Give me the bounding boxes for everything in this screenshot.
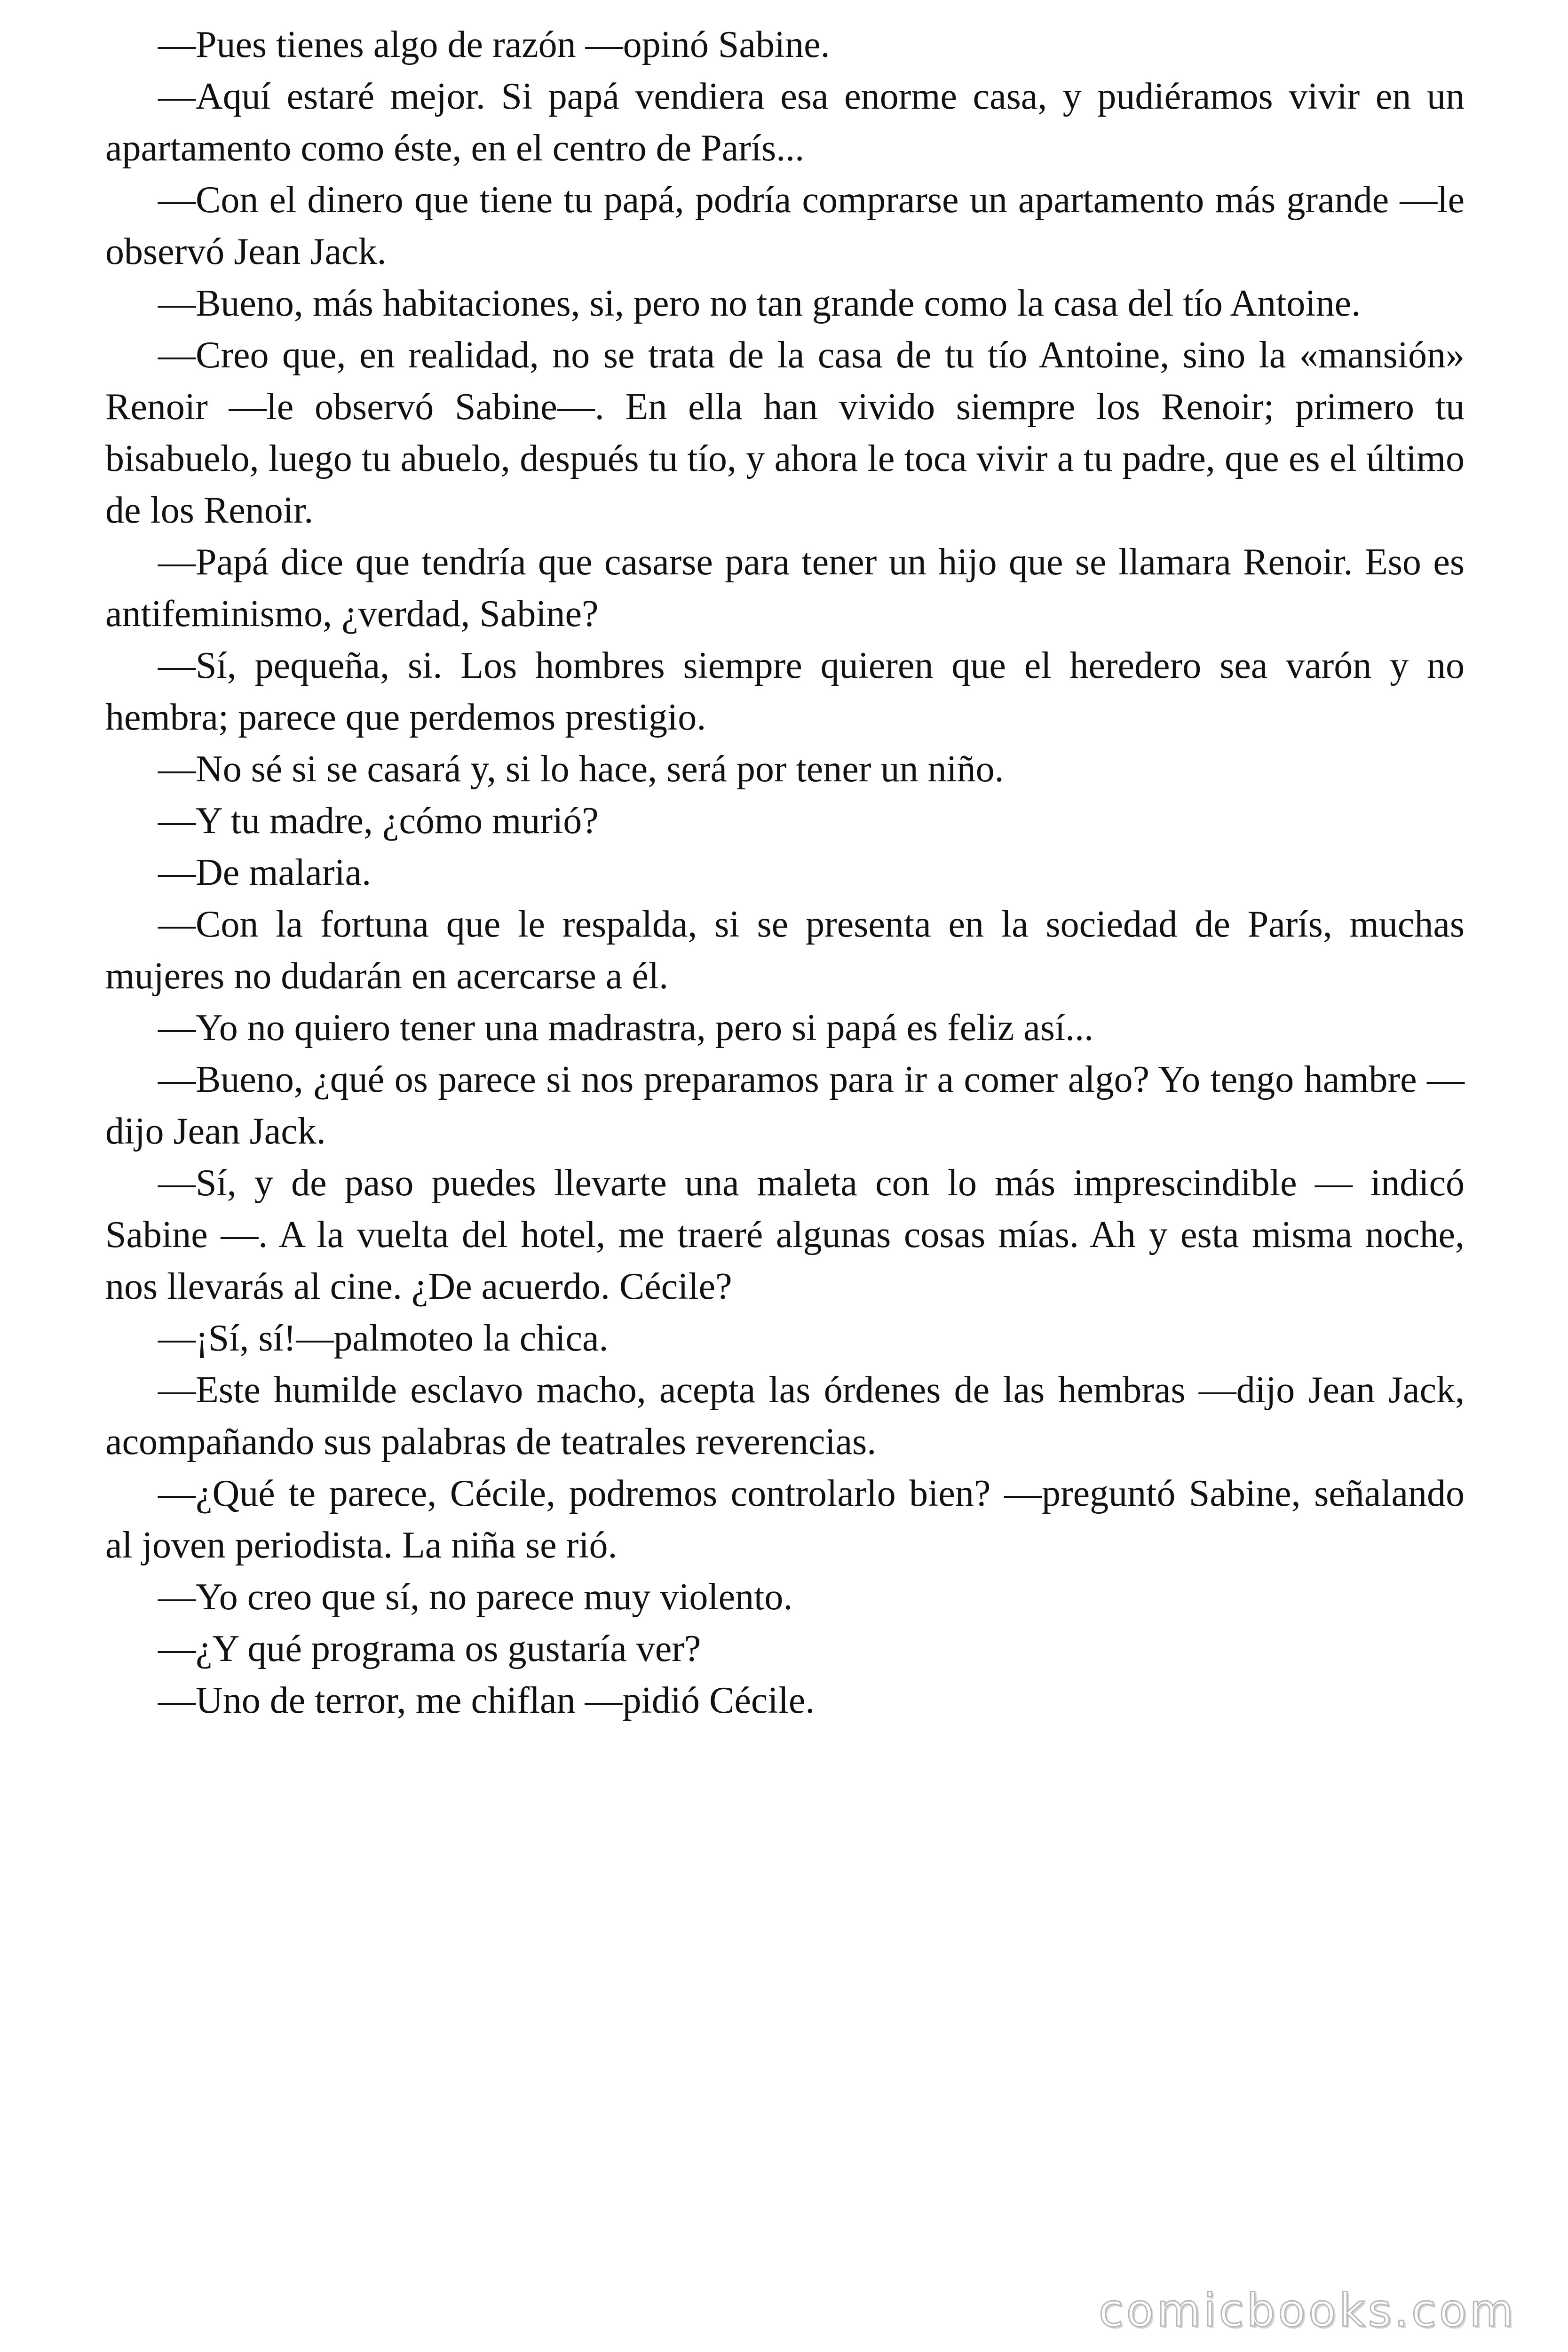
paragraph: —De malaria. [158, 852, 372, 893]
paragraph: —Sí, pequeña, si. Los hombres siempre quieren que el heredero sea varón y no hembra; parece que perdemos prestigio. [105, 645, 1465, 738]
paragraph: —Bueno, más habitaciones, si, pero no tan grande como la casa del tío Antoine. [158, 283, 1361, 324]
paragraph: —Uno de terror, me chiflan —pidió Cécile. [158, 1680, 815, 1721]
paragraph: —Con el dinero que tiene tu papá, podría comprarse un apartamento más grande —le observó Jean Jack. [105, 179, 1465, 272]
paragraph: —Creo que, en realidad, no se trata de la casa de tu tío Antoine, sino la «mansión» Renoir —le observó Sabine—. En ella han vivido siempre los Renoir; primero tu bisabuelo, luego tu abuelo, después tu tío, y ahora le toca vivir a tu padre, que es el último de los Renoir. [105, 334, 1465, 531]
paragraph: —¿Qué te parece, Cécile, podremos controlarlo bien? —preguntó Sabine, señalando al joven periodista. La niña se rió. [105, 1473, 1465, 1566]
paragraph: —No sé si se casará y, si lo hace, será por tener un niño. [158, 748, 1004, 790]
paragraph: —Pues tienes algo de razón —opinó Sabine. [158, 24, 830, 65]
paragraph: —Sí, y de paso puedes llevarte una maleta con lo más imprescindible — indicó Sabine —. A la vuelta del hotel, me traeré algunas cosas mías. Ah y esta misma noche, nos llevarás al cine. ¿De acuerdo. Cécile? [105, 1162, 1465, 1307]
body-text [105, 19, 1465, 1726]
paragraph: —Papá dice que tendría que casarse para tener un hijo que se llamara Renoir. Eso es antifeminismo, ¿verdad, Sabine? [105, 541, 1465, 635]
paragraph: —Bueno, ¿qué os parece si nos preparamos para ir a comer algo? Yo tengo hambre — dijo Jean Jack. [105, 1059, 1465, 1152]
paragraph: —¿Y qué programa os gustaría ver? [158, 1628, 701, 1669]
paragraph: —Yo creo que sí, no parece muy violento. [158, 1576, 793, 1618]
paragraph: —Y tu madre, ¿cómo murió? [158, 800, 599, 842]
watermark-logo: comicbooks.com [1098, 2284, 1516, 2337]
paragraph: —Con la fortuna que le respalda, si se presenta en la sociedad de París, muchas mujeres no dudarán en acercarse a él. [105, 904, 1465, 997]
paragraph: —Este humilde esclavo macho, acepta las órdenes de las hembras —dijo Jean Jack, acompañando sus palabras de teatrales reverencias. [105, 1369, 1465, 1462]
paragraph: —Aquí estaré mejor. Si papá vendiera esa enorme casa, y pudiéramos vivir en un apartamento como éste, en el centro de París... [105, 76, 1465, 169]
paragraph: —Yo no quiero tener una madrastra, pero si papá es feliz así... [158, 1007, 1094, 1049]
paragraph: —¡Sí, sí!—palmoteo la chica. [158, 1318, 609, 1359]
